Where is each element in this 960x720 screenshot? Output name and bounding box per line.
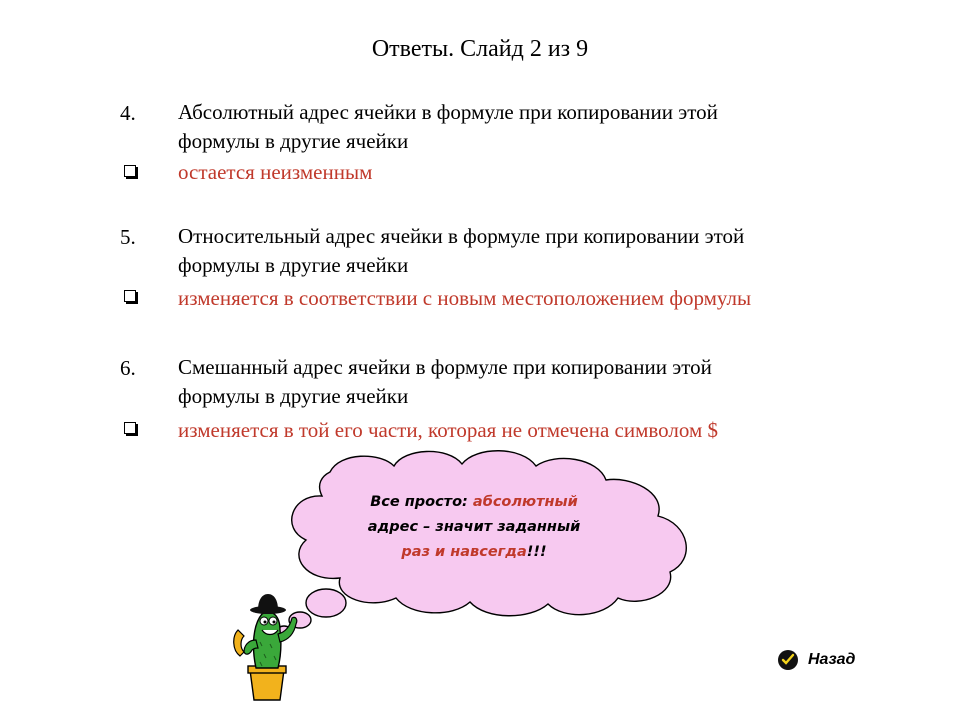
question-number-6: 6. xyxy=(120,356,136,380)
hat-crown xyxy=(258,594,278,610)
answer-text-6: изменяется в той его части, которая не отмечена символом $ xyxy=(178,418,719,442)
cloud-text-plain: Все просто: xyxy=(370,494,473,510)
cloud-text-plain: !!! xyxy=(526,544,547,560)
question-line: Относительный адрес ячейки в формуле при копировании этой xyxy=(178,224,745,248)
cloud-line-3 xyxy=(346,540,602,565)
question-number-5: 5. xyxy=(120,225,136,249)
cloud-line-1 xyxy=(346,490,602,515)
cactus-character-icon xyxy=(226,590,306,702)
answer-text-4: остается неизменным xyxy=(178,160,373,184)
question-line: Абсолютный адрес ячейки в формуле при копировании этой xyxy=(178,100,718,124)
question-number-4: 4. xyxy=(120,101,136,125)
question-line: формулы в другие ячейки xyxy=(178,384,409,408)
answer-text-5: изменяется в соответствии с новым местоположением формулы xyxy=(178,286,752,310)
cactus-arm xyxy=(278,617,297,642)
thought-cloud-text xyxy=(346,490,602,565)
back-label[interactable]: Назад xyxy=(808,651,856,668)
cloud-line-2: адрес – значит заданный xyxy=(367,519,581,535)
phone-handset xyxy=(234,630,244,656)
back-button[interactable] xyxy=(776,648,855,672)
back-arrow-icon xyxy=(776,648,800,672)
question-line: формулы в другие ячейки xyxy=(178,253,409,277)
cloud-text-accent: абсолютный xyxy=(472,494,578,510)
pot-shape xyxy=(250,670,284,700)
question-line: формулы в другие ячейки xyxy=(178,129,409,153)
question-line: Смешанный адрес ячейки в формуле при копировании этой xyxy=(178,355,712,379)
slide-title: Ответы. Слайд 2 из 9 xyxy=(371,36,589,62)
cloud-text-accent: раз и навсегда xyxy=(401,544,527,560)
thought-bubble-large xyxy=(306,589,346,617)
